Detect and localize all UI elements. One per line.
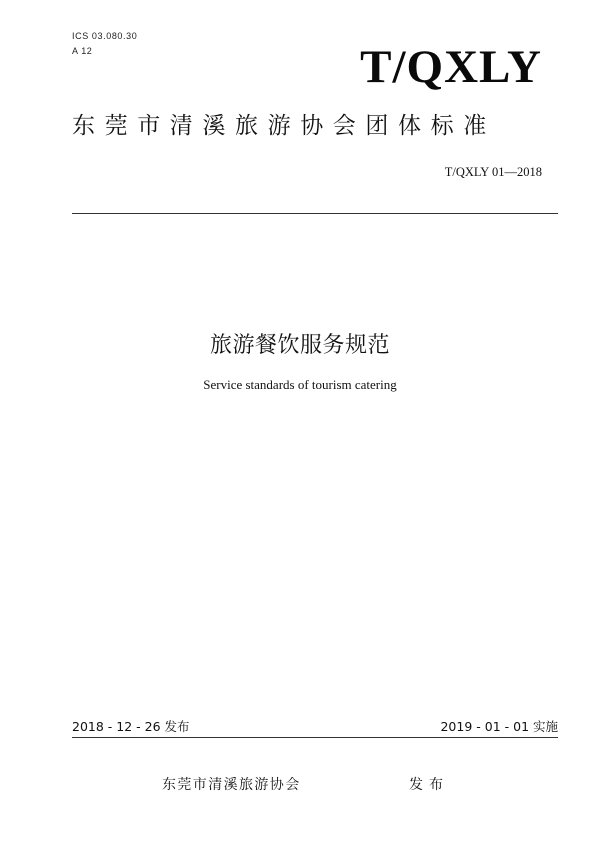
top-divider bbox=[72, 213, 558, 214]
standard-number: T/QXLY 01—2018 bbox=[444, 165, 542, 179]
bottom-divider bbox=[72, 737, 558, 738]
standard-mark: T/QXLY bbox=[360, 41, 542, 93]
issue-date: 2018 - 12 - 26 发布 bbox=[72, 719, 190, 734]
document-title-english: Service standards of tourism catering bbox=[203, 377, 397, 392]
issuing-organization: 东莞市清溪旅游协会 bbox=[162, 777, 301, 793]
issue-label: 发布 bbox=[409, 777, 449, 793]
implementation-date: 2019 - 01 - 01 实施 bbox=[440, 719, 558, 734]
organization-standard-title: 东莞市清溪旅游协会团体标准 bbox=[72, 113, 496, 139]
document-title-chinese: 旅游餐饮服务规范 bbox=[209, 333, 390, 358]
ics-code: ICS 03.080.30 bbox=[72, 31, 138, 41]
ccs-code: A 12 bbox=[72, 46, 93, 56]
